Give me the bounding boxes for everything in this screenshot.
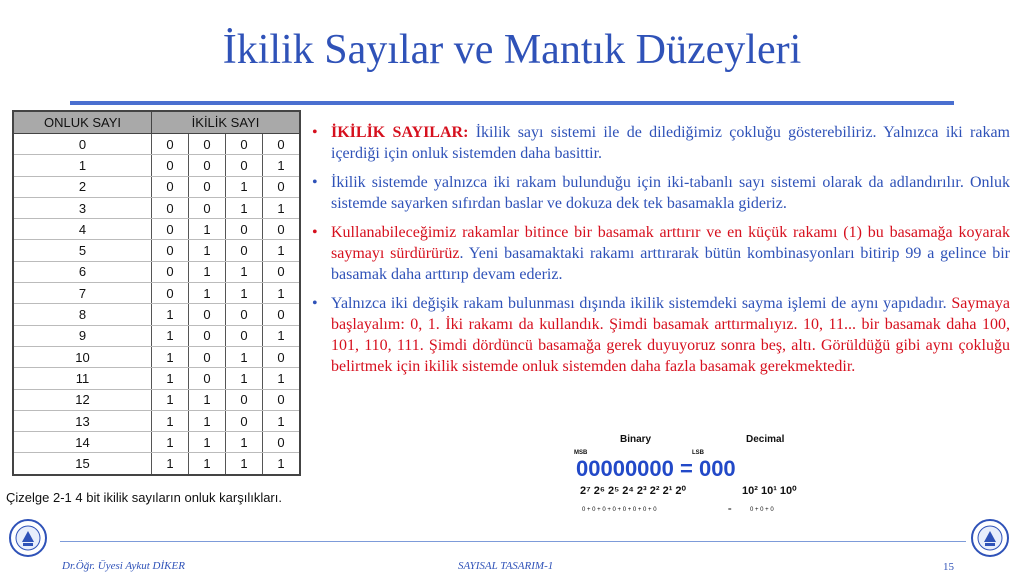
decimal-cell: 5 xyxy=(13,240,152,261)
binary-decimal-expression: 00000000 = 000 xyxy=(576,456,736,481)
binary-label: Binary xyxy=(620,434,652,445)
binary-bit-cell: 0 xyxy=(226,325,263,346)
binary-bit-cell: 0 xyxy=(263,261,301,282)
decimal-cell: 14 xyxy=(13,432,152,453)
binary-bit-cell: 0 xyxy=(226,134,263,155)
table-row xyxy=(13,283,300,304)
binary-bit-cell: 0 xyxy=(152,283,189,304)
bullet-text: Yalnızca iki değişik rakam bulunması dışında ikilik sistemdeki sayma işlemi de aynı yapıdadır. xyxy=(331,295,952,312)
university-seal-icon xyxy=(8,518,48,558)
binary-bit-cell: 1 xyxy=(263,368,301,389)
binary-bit-cell: 1 xyxy=(263,453,301,475)
binary-bit-cell: 1 xyxy=(226,368,263,389)
binary-bit-cell: 1 xyxy=(152,325,189,346)
title-underline xyxy=(70,101,954,105)
bullet-item xyxy=(310,172,1010,214)
decimal-cell: 12 xyxy=(13,389,152,410)
binary-bit-cell: 1 xyxy=(189,283,226,304)
decimal-cell: 10 xyxy=(13,346,152,367)
binary-bit-cell: 1 xyxy=(189,389,226,410)
bullet-item xyxy=(310,122,1010,164)
decimal-cell: 3 xyxy=(13,197,152,218)
bullet-text: Kullanabileceğimiz rakamlar bitince bir basamak arttırır ve en küçük rakamı (1) bu basamağa koyarak saymayı sürdürürüz xyxy=(331,224,1010,262)
decimal-powers: 10² 10¹ 10⁰ xyxy=(742,485,797,497)
slide-title: İkilik Sayılar ve Mantık Düzeyleri xyxy=(222,27,802,73)
binary-bit-cell: 1 xyxy=(189,453,226,475)
decimal-cell: 0 xyxy=(13,134,152,155)
binary-bit-cell: 0 xyxy=(263,134,301,155)
footer-course: SAYISAL TASARIM-1 xyxy=(458,560,554,572)
lsb-label: LSB xyxy=(692,450,704,456)
binary-bit-cell: 1 xyxy=(226,432,263,453)
table-body xyxy=(13,134,300,475)
university-seal-icon xyxy=(970,518,1010,558)
binary-bit-cell: 1 xyxy=(152,410,189,431)
binary-bit-cell: 1 xyxy=(152,304,189,325)
decimal-cell: 8 xyxy=(13,304,152,325)
table-caption: Çizelge 2-1 4 bit ikilik sayıların onluk karşılıkları. xyxy=(6,490,282,505)
table-row xyxy=(13,197,300,218)
binary-bit-cell: 1 xyxy=(226,453,263,475)
table-header-decimal: ONLUK SAYI xyxy=(13,111,152,134)
binary-bit-cell: 0 xyxy=(226,155,263,176)
binary-bit-cell: 0 xyxy=(263,432,301,453)
table-header-binary: İKİLİK SAYI xyxy=(152,111,301,134)
binary-bit-cell: 0 xyxy=(189,197,226,218)
table-row xyxy=(13,261,300,282)
bullet-item xyxy=(310,293,1010,377)
binary-bit-cell: 0 xyxy=(189,176,226,197)
equals-sign: = xyxy=(728,507,732,513)
binary-bit-cell: 0 xyxy=(263,346,301,367)
bullet-text: Saymaya başlayalım: 0, 1. İki rakamı da kullandık. Şimdi basamak arttırmalıyız. 10, 11... bir basamak daha 100, 101, 110, 111. Şimdi dördüncü basamağa gerek duyuyoruz sonra beş, altı. Görüldüğü gibi aynı çokluğu belirtmek için ikilik sistemde onluk sistemden daha fazla basamak gerekmektedir. xyxy=(331,295,1010,375)
binary-bit-cell: 1 xyxy=(152,389,189,410)
decimal-cell: 1 xyxy=(13,155,152,176)
table-row xyxy=(13,219,300,240)
bullet-label: İKİLİK SAYILAR: xyxy=(331,124,469,141)
decimal-cell: 2 xyxy=(13,176,152,197)
binary-bit-cell: 1 xyxy=(226,261,263,282)
decimal-cell: 4 xyxy=(13,219,152,240)
binary-bit-cell: 0 xyxy=(226,389,263,410)
table-row xyxy=(13,134,300,155)
binary-bit-cell: 0 xyxy=(189,368,226,389)
binary-bit-cell: 0 xyxy=(263,219,301,240)
binary-bit-cell: 0 xyxy=(189,304,226,325)
binary-bit-cell: 1 xyxy=(226,346,263,367)
bullet-list xyxy=(310,122,1010,385)
table-row xyxy=(13,432,300,453)
binary-bit-cell: 0 xyxy=(152,134,189,155)
binary-bit-cell: 0 xyxy=(152,197,189,218)
table-row xyxy=(13,389,300,410)
binary-bit-cell: 1 xyxy=(226,197,263,218)
table-row xyxy=(13,410,300,431)
bullet-marker: • xyxy=(312,174,318,191)
binary-bit-cell: 0 xyxy=(189,346,226,367)
binary-bit-cell: 1 xyxy=(152,453,189,475)
page-number: 15 xyxy=(943,561,954,573)
binary-bit-cell: 1 xyxy=(263,410,301,431)
binary-bit-cell: 1 xyxy=(263,197,301,218)
footer-author: Dr.Öğr. Üyesi Aykut DİKER xyxy=(62,560,185,572)
decimal-label: Decimal xyxy=(746,434,785,445)
decimal-cell: 7 xyxy=(13,283,152,304)
bullet-text: İkilik sayı sistemi ile de dilediğimiz çokluğu gösterebiliriz. Yalnızca iki rakam içerdiği için onluk sistemden daha basittir. xyxy=(331,124,1010,162)
footer-divider xyxy=(60,541,966,542)
binary-bit-cell: 1 xyxy=(263,240,301,261)
table-row xyxy=(13,155,300,176)
binary-bit-cell: 0 xyxy=(189,155,226,176)
binary-bit-cell: 1 xyxy=(263,283,301,304)
binary-bit-cell: 0 xyxy=(226,219,263,240)
binary-bit-cell: 0 xyxy=(152,176,189,197)
binary-bit-cell: 0 xyxy=(189,325,226,346)
table-row xyxy=(13,368,300,389)
msb-label: MSB xyxy=(574,450,588,456)
binary-bit-cell: 1 xyxy=(189,410,226,431)
binary-bit-cell: 1 xyxy=(189,261,226,282)
bullet-marker: • xyxy=(312,224,318,241)
binary-bit-cell: 1 xyxy=(152,432,189,453)
binary-bit-cell: 1 xyxy=(189,432,226,453)
binary-decimal-table xyxy=(12,110,301,476)
binary-bit-cell: 0 xyxy=(152,261,189,282)
table-row xyxy=(13,325,300,346)
binary-bit-cell: 0 xyxy=(152,240,189,261)
binary-bit-cell: 1 xyxy=(263,155,301,176)
table-row xyxy=(13,240,300,261)
binary-bit-cell: 1 xyxy=(226,283,263,304)
binary-bit-cell: 0 xyxy=(152,219,189,240)
decimal-cell: 6 xyxy=(13,261,152,282)
bullet-marker: • xyxy=(312,295,318,312)
binary-powers: 2⁷ 2⁶ 2⁵ 2⁴ 2³ 2² 2¹ 2⁰ xyxy=(580,485,686,497)
decimal-cell: 11 xyxy=(13,368,152,389)
binary-decimal-diagram xyxy=(572,432,812,518)
binary-bit-cell: 1 xyxy=(189,240,226,261)
binary-bit-cell: 0 xyxy=(226,304,263,325)
decimal-cell: 9 xyxy=(13,325,152,346)
binary-bit-cell: 0 xyxy=(263,304,301,325)
binary-bit-cell: 0 xyxy=(263,176,301,197)
binary-bit-cell: 0 xyxy=(189,134,226,155)
binary-sum: 0 + 0 + 0 + 0 + 0 + 0 + 0 + 0 xyxy=(582,507,657,513)
table-row xyxy=(13,453,300,475)
table-row xyxy=(13,176,300,197)
binary-bit-cell: 1 xyxy=(152,368,189,389)
table-row xyxy=(13,346,300,367)
binary-bit-cell: 1 xyxy=(152,346,189,367)
binary-bit-cell: 0 xyxy=(152,155,189,176)
binary-bit-cell: 1 xyxy=(226,176,263,197)
table-row xyxy=(13,304,300,325)
binary-bit-cell: 0 xyxy=(263,389,301,410)
decimal-cell: 15 xyxy=(13,453,152,475)
bullet-text: İkilik sistemde yalnızca iki rakam bulunduğu için iki-tabanlı sayı sistemi olarak da adlandırılır. Onluk sistemde sayarken sıfırdan baslar ve dokuza dek tek basamakla gideriz. xyxy=(331,174,1010,212)
binary-bit-cell: 1 xyxy=(189,219,226,240)
binary-bit-cell: 1 xyxy=(263,325,301,346)
bullet-text: . Yeni basamaktaki rakamı arttırarak bütün kombinasyonları bitirip 99 a gelince bir basamak daha arttırıp devam ederiz. xyxy=(331,245,1010,283)
binary-bit-cell: 0 xyxy=(226,240,263,261)
decimal-cell: 13 xyxy=(13,410,152,431)
bullet-item xyxy=(310,222,1010,285)
decimal-sum: 0 + 0 + 0 xyxy=(750,507,774,513)
binary-bit-cell: 0 xyxy=(226,410,263,431)
bullet-marker: • xyxy=(312,124,318,141)
